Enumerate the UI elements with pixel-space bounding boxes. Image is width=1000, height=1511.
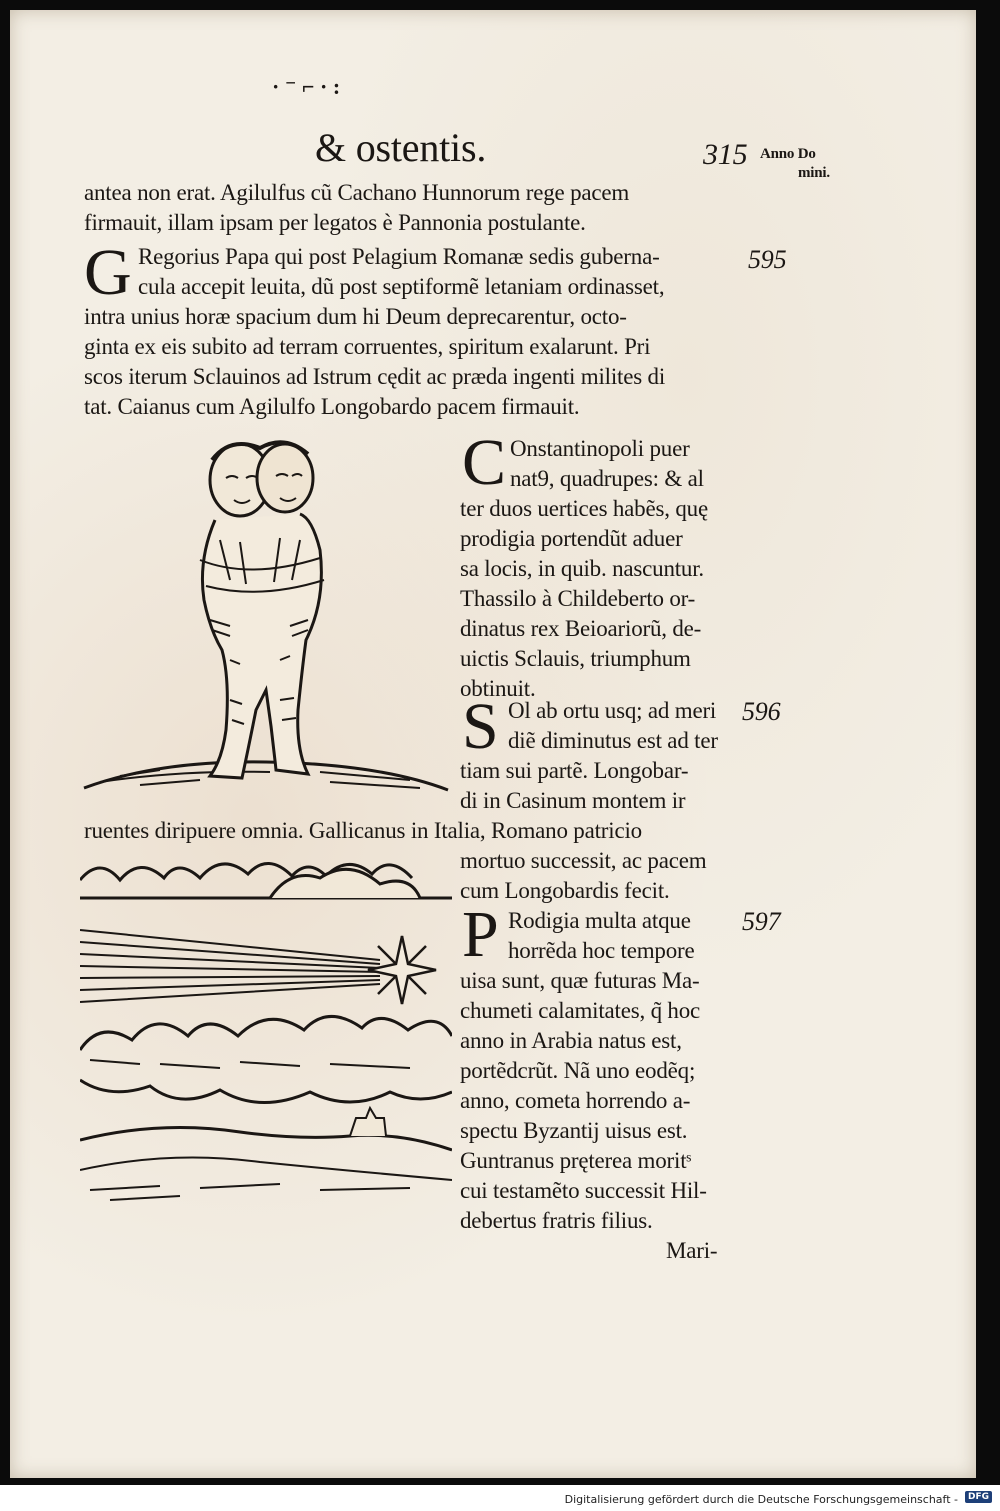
book-page xyxy=(10,10,976,1478)
margin-year-595: 595 xyxy=(748,245,787,274)
text-line: ginta ex eis subito ad terram corruentes, spiritum exalarunt. Pri xyxy=(84,334,651,359)
text-line: Onstantinopoli puer xyxy=(510,436,690,461)
text-line: Regorius Papa qui post Pelagium Romanæ sedis guberna- xyxy=(138,244,660,269)
text-line: anno in Arabia natus est, xyxy=(460,1028,682,1053)
text-line: tiam sui partẽ. Longobar- xyxy=(460,758,689,783)
folio-number: 315 xyxy=(703,138,748,171)
text-line: ter duos uertices habẽs, quę xyxy=(460,496,708,521)
digitization-footer xyxy=(0,1485,1000,1511)
text-line: diẽ diminutus est ad ter xyxy=(508,728,718,753)
text-line: uisa sunt, quæ futuras Ma- xyxy=(460,968,700,993)
text-line: chumeti calamitates, q̃ hoc xyxy=(460,998,701,1023)
text-line: tat. Caianus cum Agilulfo Longobardo pacem firmauit. xyxy=(84,394,580,419)
ink-marks: · ⁻ ⌐ · : xyxy=(272,74,341,99)
text-line: obtinuit. xyxy=(460,676,536,701)
drop-initial-s: S xyxy=(462,690,499,763)
text-line: spectu Byzantij uisus est. xyxy=(460,1118,688,1143)
text-line: sa locis, in quib. nascuntur. xyxy=(460,556,704,581)
margin-year-596: 596 xyxy=(742,697,781,726)
woodcut-comet xyxy=(80,850,452,1210)
text-line: di in Casinum montem ir xyxy=(460,788,686,813)
text-line: Guntranus pręterea moritˢ xyxy=(460,1148,692,1173)
drop-initial-c: C xyxy=(462,426,507,499)
text-line: prodigia portendũt aduer xyxy=(460,526,683,551)
margin-anno-label-2: mini. xyxy=(798,165,830,181)
text-line: cui testamẽto successit Hil- xyxy=(460,1178,707,1203)
text-line: scos iterum Sclauinos ad Istrum cędit ac præda ingenti milites di xyxy=(84,364,666,389)
margin-year-597: 597 xyxy=(742,907,781,936)
text-line: antea non erat. Agilulfus cũ Cachano Hunnorum rege pacem xyxy=(84,180,630,205)
text-line: mortuo successit, ac pacem xyxy=(460,848,707,873)
woodcut-two-headed-child xyxy=(80,430,452,800)
text-line: Thassilo à Childeberto or- xyxy=(460,586,696,611)
footer-credit-text: Digitalisierung gefördert durch die Deutsche Forschungsgemeinschaft - xyxy=(564,1493,958,1506)
text-line: ruentes diripuere omnia. Gallicanus in Italia, Romano patricio xyxy=(84,818,642,843)
text-line: nat9, quadrupes: & al xyxy=(510,466,704,491)
text-line: firmauit, illam ipsam per legatos è Pannonia postulante. xyxy=(84,210,586,235)
text-line: horrẽda hoc tempore xyxy=(508,938,695,963)
text-line: cula accepit leuita, dũ post septiformẽ letaniam ordinasset, xyxy=(138,274,665,299)
text-line: anno, cometa horrendo a- xyxy=(460,1088,691,1113)
text-line: portẽdcrũt. Nã uno eodẽq; xyxy=(460,1058,696,1083)
margin-anno-label: Anno Do xyxy=(760,146,816,162)
text-line: intra unius horæ spacium dum hi Deum deprecarentur, octo- xyxy=(84,304,627,329)
catchword: Mari- xyxy=(666,1238,718,1263)
text-line: dinatus rex Beioariorũ, de- xyxy=(460,616,702,641)
running-head: & ostentis. xyxy=(315,125,487,170)
text-line: uictis Sclauis, triumphum xyxy=(460,646,691,671)
drop-initial-p: P xyxy=(462,898,499,971)
text-line: Ol ab ortu usq; ad meri xyxy=(508,698,717,723)
text-line: cum Longobardis fecit. xyxy=(460,878,670,903)
dfg-logo: DFG xyxy=(965,1491,992,1503)
text-line: debertus fratris filius. xyxy=(460,1208,653,1233)
drop-initial-g: G xyxy=(84,236,132,309)
text-line: Rodigia multa atque xyxy=(508,908,691,933)
